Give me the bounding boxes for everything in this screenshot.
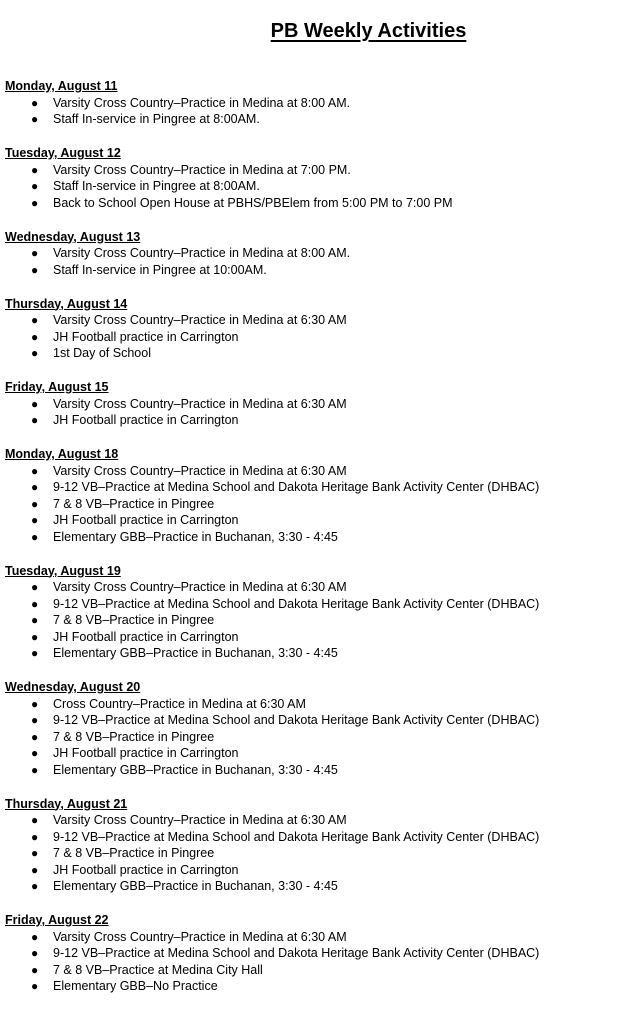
list-item (5, 929, 643, 946)
bullet-icon: ● (31, 246, 39, 260)
event-list (5, 312, 643, 362)
event-text: JH Football practice in Carrington (53, 862, 239, 877)
event-text: Elementary GBB–Practice in Buchanan, 3:30 - 4:45 (53, 529, 338, 544)
bullet-icon: ● (31, 962, 39, 977)
list-item (5, 829, 643, 846)
bullet-icon: ● (31, 846, 39, 860)
list-item (5, 529, 643, 546)
bullet-icon: ● (31, 480, 39, 494)
bullet-icon: ● (31, 879, 39, 893)
event-list (5, 812, 643, 895)
list-item (5, 312, 643, 329)
weekly-schedule (5, 78, 643, 1012)
event-text: Elementary GBB–Practice in Buchanan, 3:30 - 4:45 (53, 879, 338, 893)
bullet-icon: ● (31, 346, 39, 360)
event-text: JH Football practice in Carrington (53, 413, 239, 427)
bullet-icon: ● (31, 513, 39, 527)
list-item (5, 345, 643, 362)
event-text: Varsity Cross Country–Practice in Medina at 8:00 AM. (53, 95, 351, 110)
list-item (5, 645, 643, 662)
list-item (5, 862, 643, 879)
bullet-icon: ● (31, 195, 39, 210)
bullet-icon: ● (31, 95, 39, 110)
event-text: 9-12 VB–Practice at Medina School and Dakota Heritage Bank Activity Center (DHBAC) (53, 829, 540, 844)
event-text: Varsity Cross Country–Practice in Medina at 6:30 AM (53, 463, 347, 478)
bullet-icon: ● (31, 946, 39, 960)
event-list (5, 396, 643, 429)
bullet-icon: ● (31, 396, 39, 411)
day-section (5, 796, 643, 895)
day-heading: Thursday, August 14 (5, 296, 128, 311)
event-text: JH Football practice in Carrington (53, 746, 239, 760)
event-text: Varsity Cross Country–Practice in Medina at 6:30 AM (53, 929, 347, 944)
list-item (5, 978, 643, 995)
event-text: 9-12 VB–Practice at Medina School and Dakota Heritage Bank Activity Center (DHBAC) (53, 596, 540, 611)
bullet-icon: ● (31, 696, 39, 711)
bullet-icon: ● (31, 112, 39, 126)
day-section (5, 379, 643, 429)
event-text: 9-12 VB–Practice at Medina School and Dakota Heritage Bank Activity Center (DHBAC) (53, 946, 540, 960)
day-section (5, 78, 643, 128)
event-text: Varsity Cross Country–Practice in Medina at 7:00 PM. (53, 162, 351, 177)
list-item (5, 195, 643, 212)
day-section (5, 563, 643, 662)
event-text: Elementary GBB–No Practice (53, 979, 218, 993)
day-section (5, 446, 643, 545)
bullet-icon: ● (31, 629, 39, 644)
list-item (5, 729, 643, 746)
bullet-icon: ● (31, 463, 39, 478)
bullet-icon: ● (31, 746, 39, 760)
bullet-icon: ● (31, 929, 39, 944)
event-text: 7 & 8 VB–Practice in Pingree (53, 613, 215, 627)
day-heading: Monday, August 18 (5, 447, 119, 461)
list-item (5, 496, 643, 513)
event-text: 9-12 VB–Practice at Medina School and Dakota Heritage Bank Activity Center (DHBAC) (53, 480, 540, 494)
bullet-icon: ● (31, 729, 39, 744)
bullet-icon: ● (31, 613, 39, 627)
day-heading: Thursday, August 21 (5, 796, 128, 811)
event-list (5, 463, 643, 546)
list-item (5, 596, 643, 613)
list-item (5, 412, 643, 429)
bullet-icon: ● (31, 162, 39, 177)
list-item (5, 329, 643, 346)
bullet-icon: ● (31, 496, 39, 511)
list-item (5, 95, 643, 112)
event-text: JH Football practice in Carrington (53, 629, 239, 644)
list-item (5, 762, 643, 779)
event-text: Elementary GBB–Practice in Buchanan, 3:30 - 4:45 (53, 762, 338, 777)
event-text: Elementary GBB–Practice in Buchanan, 3:30 - 4:45 (53, 646, 338, 660)
event-text: 7 & 8 VB–Practice in Pingree (53, 846, 215, 860)
day-heading: Monday, August 11 (5, 79, 118, 93)
bullet-icon: ● (31, 313, 39, 327)
list-item (5, 696, 643, 713)
bullet-icon: ● (31, 179, 39, 193)
event-text: 7 & 8 VB–Practice in Pingree (53, 496, 215, 511)
list-item (5, 396, 643, 413)
list-item (5, 845, 643, 862)
list-item (5, 745, 643, 762)
list-item (5, 878, 643, 895)
event-list (5, 696, 643, 779)
list-item (5, 512, 643, 529)
list-item (5, 612, 643, 629)
list-item (5, 178, 643, 195)
day-section (5, 145, 643, 211)
day-section (5, 912, 643, 995)
bullet-icon: ● (31, 979, 39, 993)
event-text: Varsity Cross Country–Practice in Medina at 6:30 AM (53, 396, 347, 411)
event-text: 1st Day of School (53, 346, 151, 360)
list-item (5, 712, 643, 729)
day-heading: Tuesday, August 19 (5, 563, 121, 578)
day-heading: Tuesday, August 12 (5, 146, 121, 160)
list-item (5, 479, 643, 496)
bullet-icon: ● (31, 829, 39, 844)
bullet-icon: ● (31, 646, 39, 660)
day-heading: Friday, August 15 (5, 380, 109, 394)
event-text: JH Football practice in Carrington (53, 513, 239, 527)
day-section (5, 229, 643, 279)
day-section (5, 679, 643, 778)
day-heading: Wednesday, August 20 (5, 680, 141, 694)
document-title: PB Weekly Activities (270, 20, 467, 42)
bullet-icon: ● (31, 329, 39, 344)
event-list (5, 162, 643, 212)
list-item (5, 945, 643, 962)
bullet-icon: ● (31, 580, 39, 594)
day-heading: Wednesday, August 13 (5, 229, 141, 244)
event-list (5, 579, 643, 662)
list-item (5, 463, 643, 480)
bullet-icon: ● (31, 813, 39, 827)
list-item (5, 579, 643, 596)
bullet-icon: ● (31, 596, 39, 611)
list-item (5, 629, 643, 646)
list-item (5, 962, 643, 979)
day-section (5, 296, 643, 362)
event-text: 7 & 8 VB–Practice at Medina City Hall (53, 962, 263, 977)
list-item (5, 111, 643, 128)
event-text: Staff In-service in Pingree at 8:00AM. (53, 112, 260, 126)
event-text: Varsity Cross Country–Practice in Medina at 6:30 AM (53, 580, 347, 594)
event-text: JH Football practice in Carrington (53, 329, 239, 344)
day-heading: Friday, August 22 (5, 913, 109, 927)
list-item (5, 245, 643, 262)
list-item (5, 162, 643, 179)
event-list (5, 245, 643, 278)
event-text: Cross Country–Practice in Medina at 6:30 AM (53, 696, 306, 711)
list-item (5, 262, 643, 279)
bullet-icon: ● (31, 529, 39, 544)
bullet-icon: ● (31, 713, 39, 727)
list-item (5, 812, 643, 829)
event-text: 9-12 VB–Practice at Medina School and Dakota Heritage Bank Activity Center (DHBAC) (53, 713, 540, 727)
event-text: Staff In-service in Pingree at 8:00AM. (53, 179, 260, 193)
event-text: Back to School Open House at PBHS/PBElem from 5:00 PM to 7:00 PM (53, 195, 453, 210)
event-text: Varsity Cross Country–Practice in Medina at 6:30 AM (53, 313, 347, 327)
bullet-icon: ● (31, 862, 39, 877)
bullet-icon: ● (31, 262, 39, 277)
bullet-icon: ● (31, 762, 39, 777)
event-list (5, 95, 643, 128)
event-text: 7 & 8 VB–Practice in Pingree (53, 729, 215, 744)
bullet-icon: ● (31, 413, 39, 427)
event-list (5, 929, 643, 995)
event-text: Varsity Cross Country–Practice in Medina at 8:00 AM. (53, 246, 351, 260)
event-text: Varsity Cross Country–Practice in Medina at 6:30 AM (53, 813, 347, 827)
event-text: Staff In-service in Pingree at 10:00AM. (53, 262, 267, 277)
